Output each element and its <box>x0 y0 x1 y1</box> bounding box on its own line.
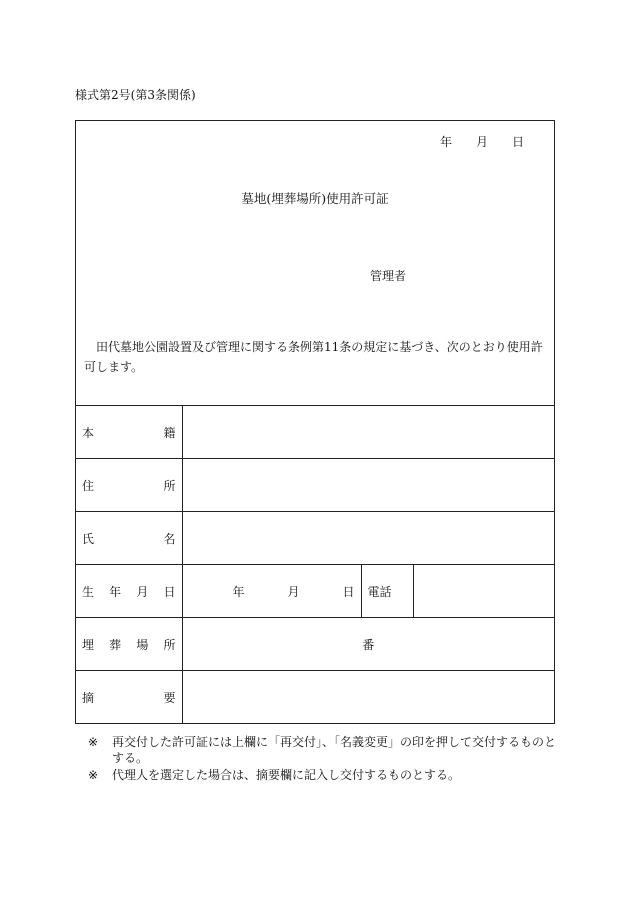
label-birth: 生 年 月 日 <box>76 565 182 618</box>
phone-field[interactable] <box>413 565 554 618</box>
label-burial-place: 埋 葬 場 所 <box>76 618 182 671</box>
label-name: 氏 名 <box>76 512 182 565</box>
issue-date <box>440 133 524 150</box>
document-title: 墓地(埋葬場所)使用許可証 <box>241 191 389 206</box>
form-number: 様式第2号(第3条関係) <box>75 88 196 102</box>
burial-number-label: 番 <box>362 637 375 652</box>
birth-date-field[interactable]: 年 月 日 <box>182 565 361 618</box>
name-field[interactable] <box>182 512 554 565</box>
permit-form <box>75 120 555 724</box>
label-honseki: 本 籍 <box>76 406 182 459</box>
note-proxy: ※ 代理人を選定した場合は、摘要欄に記入し交付するものとする。 <box>88 768 461 782</box>
note-reissue-cont: する。 <box>112 751 149 765</box>
burial-place-field[interactable] <box>182 618 554 671</box>
label-phone: 電話 <box>361 565 413 618</box>
remarks-field[interactable] <box>182 671 554 724</box>
row-remarks <box>76 671 554 724</box>
note-mark: ※ <box>88 768 99 782</box>
issue-day-label: 日 <box>511 135 524 149</box>
label-address: 住 所 <box>76 459 182 512</box>
issue-year-label: 年 <box>439 135 452 149</box>
row-name <box>76 512 554 565</box>
row-address <box>76 459 554 512</box>
row-honseki <box>76 406 554 459</box>
permit-statement: 田代墓地公園設置及び管理に関する条例第11条の規定に基づき、次のとおり使用許可します。 <box>84 340 543 374</box>
row-birth <box>76 565 554 618</box>
honseki-field[interactable] <box>182 406 554 459</box>
note-mark: ※ <box>88 735 99 749</box>
label-remarks: 摘 要 <box>76 671 182 724</box>
issue-month-label: 月 <box>475 135 488 149</box>
row-burial-place <box>76 618 554 671</box>
note-reissue: ※ 再交付した許可証には上欄に「再交付」、「名義変更」の印を押して交付するものと する。 <box>88 735 557 765</box>
address-field[interactable] <box>182 459 554 512</box>
manager-label: 管理者 <box>370 269 407 283</box>
applicant-table <box>76 405 554 723</box>
